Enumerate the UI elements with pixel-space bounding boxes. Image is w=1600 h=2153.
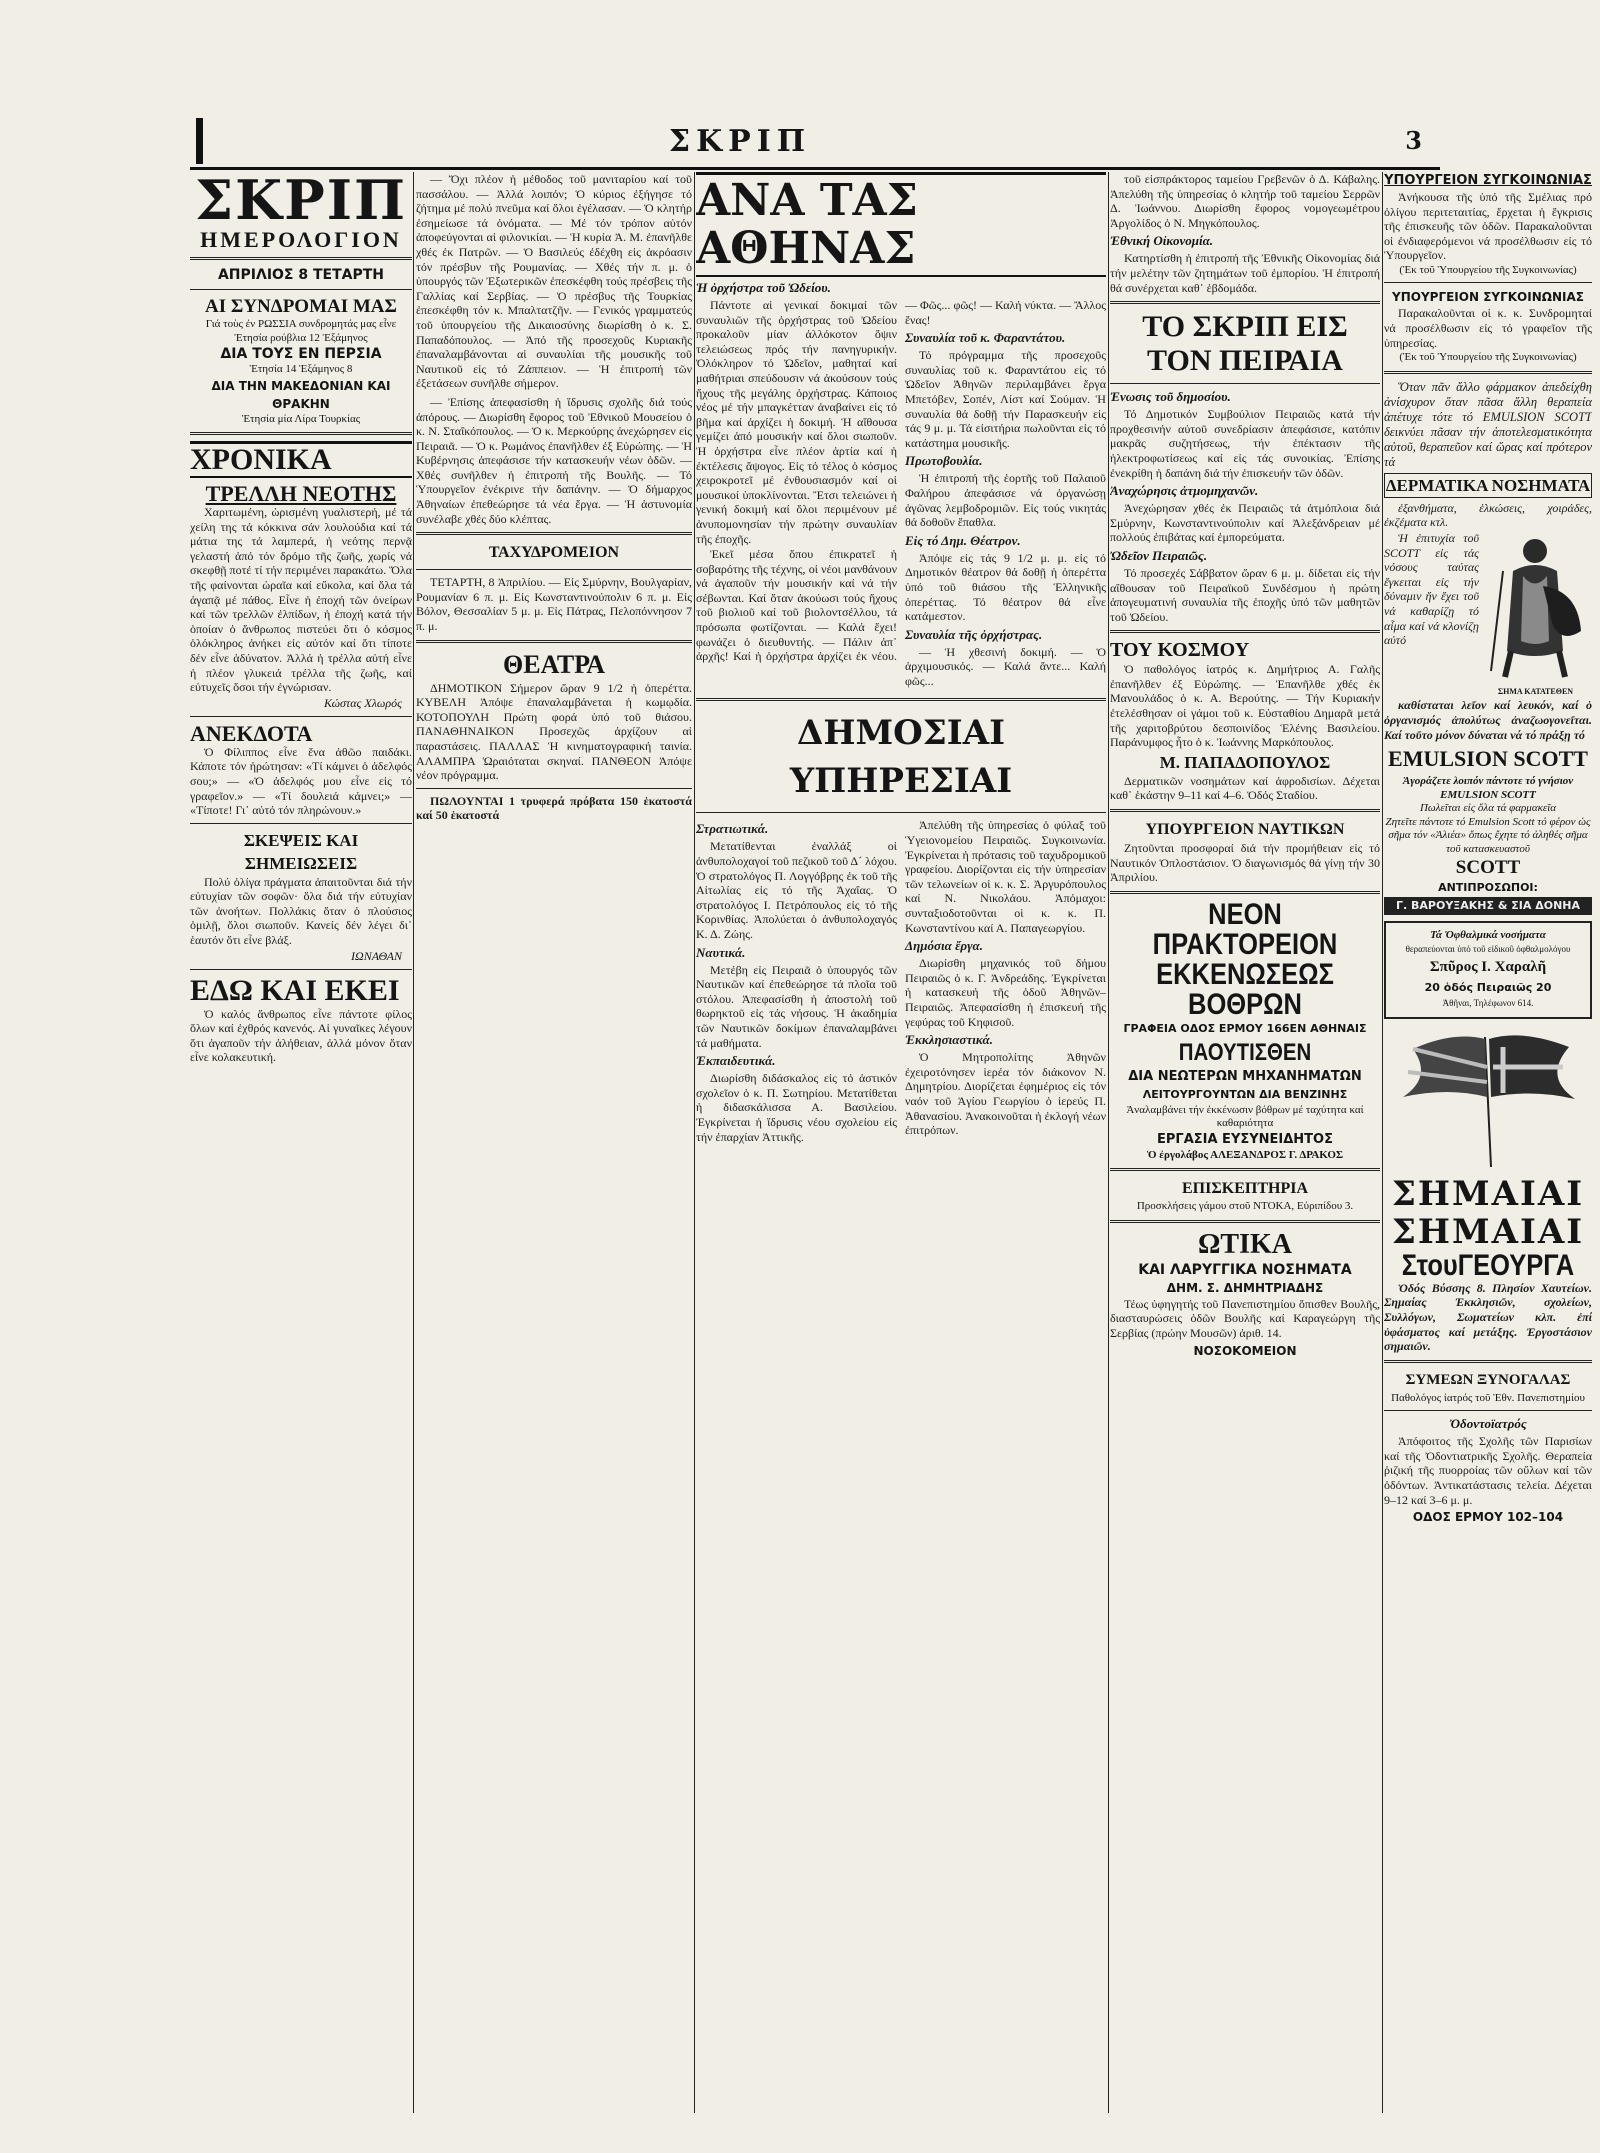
bothron-ad-line: Ἀναλαμβάνει τήν ἐκκένωσιν βόθρων μέ ταχύτητα καί καθαριότητα <box>1126 1103 1364 1130</box>
article-body: Στρατιωτικά. Μετατίθενται ἐναλλάξ οἱ ἀνθυπολοχαγοί τοῦ πεζικοῦ τοῦ Δ´ λόχου. Ὁ στρατολόγος Π. Λογγόβρης ἐκ τοῦ τῆς Αἰτωλίας εἰς τό τῆς Ἀχαΐας. Ὁ στρατολόγος Ι. Πετρόπουλος εἰς τό τῆς Κορινθίας. Ἀπολύεται ὁ ἀνθυπολοχαγός Κ. Δ. Ζώης. Ναυτικά. Μετέβη εἰς Πειραιᾶ ὁ ὑπουργός τῶν Ναυτικῶν καί ἐπεθεώρησε τά πλοῖα τοῦ στόλου. Ἀπεφασίσθη ἡ ἀποστολή τοῦ θωρηκτοῦ εἰς τάς νήσους. Ἡ ἀκαδημία τῶν Ναυτικῶν δοκίμων ἐπαναλαμβάνει τά μαθήματα. Ἐκπαιδευτικά. Διωρίσθη διδάσκαλος εἰς τό ἀστικόν σχολεῖον ὁ κ. Π. Σωτηρίου. Μετατίθεται ἡ διδασκάλισσα Α. Βασιλείου. Ἐγκρίνεται ἡ ἵδρυσις νέου σχολείου εἰς τήν ἐπαρχίαν Ἀττικῆς. Ἀπελύθη τῆς ὑπηρεσίας ὁ φύλαξ τοῦ Ὑγειονομείου Πειραιῶς. Συγκοινωνία. Ἐγκρίνεται ἡ πρότασις τοῦ ταχυδρομικοῦ γραφείου. Διορίζονται εἰς τήν ὑπηρεσίαν τῶν τελωνείων οἱ κ. κ. Σ. Ἀργυρόπουλος καί Ν. Νικολάου. Ἀπόμαχοι: συνταξιοδοτοῦνται οἱ κ. κ. Π. Κωνσταντίνου καί Α. Παπαγεωργίου. Δημόσια ἔργα. Διωρίσθη μηχανικός τοῦ δήμου Πειραιῶς ὁ κ. Γ. Ἀνδρεάδης. Ἐγκρίνεται ἡ κατασκευή τῆς ὁδοῦ Ἀθηνῶν–Πειραιῶς. Ἀπεφασίσθη ἡ ἐπισκευή τῆς γεφύρας τοῦ Κηφισοῦ. Ἐκκλησιαστικά. Ὁ Μητροπολίτης Ἀθηνῶν ἐχειροτόνησεν ἱερέα τόν διάκονον Ν. Δημητρίου. Διορίζεται ἐφημέριος εἰς τόν ναόν τοῦ Ἁγίου Γεωργίου ὁ ἱερεύς Π. Ἀθανασίου. Ἀνακοινοῦται ἡ ἐκλογή νέων ἐπιτρόπων. <box>696 818 1106 1144</box>
masthead-title: ΣΚΡΙΠ <box>195 172 407 232</box>
article-body: Κατηρτίσθη ἡ ἐπιτροπή τῆς Ἐθνικῆς Οἰκονομίας διά τήν μελέτην τῶν ζητημάτων τοῦ ἐμπορίου. Ἡ ἐπιτροπή θά συνέρχεται καθ᾿ ἑβδομάδα. <box>1110 251 1380 295</box>
rule <box>416 569 692 570</box>
column-divider <box>1108 172 1109 2113</box>
visit-text: Προσκλήσεις γάμου στοῦ ΝΤΟΚΑ, Εὐριπίδου 3. <box>1136 1200 1354 1213</box>
header-mark <box>196 118 203 164</box>
optician-ad-line: 20 ὁδός Πειραιῶς 20 <box>1424 981 1552 995</box>
rule <box>696 812 1106 813</box>
optician-ad-name: Σπῦρος Ι. Χαραλῆ <box>1429 959 1547 976</box>
rule <box>1110 630 1380 633</box>
rule <box>1384 371 1592 374</box>
article-body: Ὁ καλός ἄνθρωπος εἶνε πάντοτε φίλος ὅλων καί ἐχθρός κανενός. Αἱ γυναῖκες λέγουν ὅτι ἀγαποῦν τήν ἀλήθειαν, ἀλλά μόνον ὅταν εἶνε κολακευτική. <box>190 1006 412 1065</box>
article-body: Τό Δημοτικόν Συμβούλιον Πειραιῶς κατά τήν προχθεσινήν αὐτοῦ συνεδρίασιν ἀπεφάσισε, κατόπιν μακρᾶς συζητήσεως, τήν ἐπέκτασιν τῆς ἠλεκτροφωτίσεως καί εἰς τάς συνοικίας. Ἐπίσης ἐνεκρίθη ἡ δαπάνη διά τήν ἐπισκευήν τῶν ὁδῶν. <box>1110 407 1380 480</box>
scott-ad-brand: EMULSION SCOTT <box>1388 746 1588 772</box>
rule <box>190 716 412 717</box>
optician-ad <box>1384 921 1592 1019</box>
visit-heading: ΕΠΙΣΚΕΠΤΗΡΙΑ <box>1181 1180 1309 1198</box>
scott-ad-brand: SCOTT <box>1455 857 1521 879</box>
article-body: Πάντοτε αἱ γενικαί δοκιμαί τῶν συναυλιῶν τῆς ὀρχήστρας τοῦ Ὠδείου προκαλοῦν μίαν ἀλλόκοτον ὄψιν τελειώσεως πρός τήν πανηγυρικήν. Ὁλόκληρον τό Ὠδεῖον, μαθηταί καί μαθήτριαι σπεύδουσιν νά ἀκούσουν τούς ἤχους τῆς μεγάλης ὀρχήστρας. Κάποιος νέος μέ τήν μπαγκέτταν ἀναβαίνει εἰς τό βῆμα καί ἀρχίζει ἡ δοκιμή. Ἡ αἴθουσα γεμίζει ἀπό μουσικήν καί ὅλοι σιωποῦν. Ἡ ὀρχήστρα εἶνε πλέον ἀρτία καί ἡ ἐκτέλεσις ἄψογος. Εἰς τό τέλος ὁ κόσμος χειροκροτεῖ μέ ἐνθουσιασμόν καί οἱ μουσικοί ὑποκλίνονται. Ἔτσι τελειώνει ἡ γενική δοκιμή καί ὅλοι περιμένουν μέ ἀνυπομονησίαν τήν πρώτην συναυλίαν τῆς ἐποχῆς. Ἐκεῖ μέσα ὅπου ἐπικρατεῖ ἡ σοβαρότης τῆς τέχνης, οἱ νέοι μανθάνουν νά ἀγαποῦν τήν μουσικήν καί νά τήν σέβωνται. Καί ὅταν ἀκούωσι τούς ἤχους τοῦ βιολιοῦ καί τοῦ βιολοντσέλλου, τά πρόσωπα φωτίζονται. — Καλά ἔχει! φωνάζει ὁ διευθυντής. — Πάλιν ἀπ᾿ ἀρχῆς! Καί ἡ ὀρχήστρα ἀρχίζει ἐκ νέου. — Φῶς... φῶς! — Καλή νύκτα. — Ἄλλος ἕνας! Συναυλία τοῦ κ. Φαραντάτου. Τό πρόγραμμα τῆς προσεχοῦς συναυλίας τοῦ κ. Φαραντάτου εἰς τό Ὠδεῖον Ἀθηνῶν περιλαμβάνει ἔργα Μπετόβεν, Σοπέν, Λίστ καί Σούμαν. Ἡ συναυλία θά δοθῇ τήν Παρασκευήν εἰς τάς 9 μ. μ. Τά εἰσιτήρια πωλοῦνται εἰς τό κατάστημα μουσικῆς. Πρωτοβουλία. Ἡ ἐπιτροπή τῆς ἑορτῆς τοῦ Παλαιοῦ Φαλήρου ἀπεφάσισε νά ὀργανώσῃ ἀγῶνας λεμβοδρομιῶν. Εἰς τούς νικητάς θά δοθοῦν ἔπαθλα. Εἰς τό Δημ. Θέατρον. Ἀπόψε εἰς τάς 9 1/2 μ. μ. εἰς τό Δημοτικόν θέατρον θά δοθῇ ἡ ὀπερέττα ὑπό τοῦ θιάσου τῆς Ἑλληνικῆς ὀπερέττας. Τό θέατρον θά εἶνε κατάμεστον. Συναυλία τῆς ὀρχήστρας. — Ἡ χθεσινή δοκιμή. — Ὁ ἀρχιμουσικός. — Καλά ἄντε... Καλή φῶς... <box>696 298 1106 688</box>
scott-ad-figure <box>1483 531 1588 699</box>
athinai-heading: ΑΝΑ ΤΑΣ ΑΘΗΝΑΣ <box>696 172 1106 277</box>
column-3 <box>696 172 1106 2113</box>
bothron-ad-line: Ὁ ἐργολάβος ΑΛΕΞΑΝΔΡΟΣ Γ. ΔΡΑΚΟΣ <box>1146 1148 1344 1161</box>
fisherman-illustration-icon <box>1483 531 1588 681</box>
article-body: Παρακαλοῦνται οἱ κ. κ. Συνδρομηταί νά προσέλθωσιν εἰς τό γραφεῖον τῆς ὑπηρεσίας. <box>1384 306 1592 350</box>
article-subheading: Πρωτοβουλία. <box>905 453 983 469</box>
subscriptions-heading: ΑΙ ΣΥΝΔΡΟΜΑΙ ΜΑΣ <box>205 296 397 317</box>
subscriptions-line: Ἑτησία ρούβλια 12 Ἑξάμηνος <box>234 331 368 344</box>
flags-ad-shop: ΣτουΓΕΟΥΡΓΑ <box>1401 1248 1575 1282</box>
article-subheading: Εἰς τό Δημ. Θέατρον. <box>905 532 1021 548</box>
rule <box>190 289 412 290</box>
subscriptions-line: ΔΙΑ ΤΟΥΣ ΕΝ ΠΕΡΣΙΑ <box>220 346 382 362</box>
otika-text: Τέως ὑφηγητής τοῦ Πανεπιστημίου ὄπισθεν Βουλῆς, διασταυρώσεις ὁδῶν Βουλῆς καί Καραγεώργη τῆς Σερβίας (πρώην Μουσῶν) ἀριθ. 14. <box>1110 1296 1380 1340</box>
subscriptions-line: Ἑτησία μία Λίρα Τουρκίας <box>241 412 361 425</box>
article-body: Ἀνεχώρησαν χθές ἐκ Πειραιῶς τά ἀτμόπλοια διά Σμύρνην, Κωνσταντινούπολιν καί Ἀλεξάνδρειαν μέ πολλούς ἐπιβάτας καί ἐμπορεύματα. <box>1110 501 1380 545</box>
column-4 <box>1110 172 1380 2113</box>
subscriptions-line: Γιά τοὺς ἐν ΡΩΣΣΙΑ συνδρομητάς μας εἶνε <box>205 318 397 330</box>
dimosiai-heading: ΔΗΜΟΣΙΑΙ ΥΠΗΡΕΣΙΑΙ <box>789 713 1013 802</box>
flags-ad-heading: ΣΗΜΑΙΑΙ <box>1391 1211 1585 1252</box>
rule <box>416 788 692 789</box>
rule <box>1384 1410 1592 1411</box>
otika-subheading: ΚΑΙ ΛΑΡΥΓΓΙΚΑ ΝΟΣΗΜΑΤΑ <box>1138 1261 1352 1278</box>
ministry-heading: ΥΠΟΥΡΓΕΙΟΝ ΣΥΓΚΟΙΝΩΝΙΑΣ <box>1384 173 1592 188</box>
header-rule <box>190 167 1440 170</box>
article-body: τοῦ εἰσπράκτορος ταμείου Γρεβενῶν ὁ Δ. Κάβαλης. Ἀπελύθη τῆς ὑπηρεσίας ὁ κλητήρ τοῦ ταμείου Σερρῶν Δ. Ἰωάννου. Διωρίσθη ἔφορος νομογεωμέτρου Ἀργολίδος ὁ Ν. Μηγκόπουλος. <box>1110 172 1380 230</box>
rule <box>416 640 692 643</box>
date-line: ΑΠΡΙΛΙΟΣ 8 ΤΕΤΑΡΤΗ <box>217 267 385 283</box>
ministry-heading: ΥΠΟΥΡΓΕΙΟΝ ΣΥΓΚΟΙΝΩΝΙΑΣ <box>1392 290 1584 305</box>
skepseis-heading: ΣΚΕΨΕΙΣ ΚΑΙ ΣΗΜΕΙΩΣΕΙΣ <box>243 830 359 873</box>
rule <box>190 432 412 435</box>
scott-ad-text: Πωλεῖται εἰς ὅλα τά φαρμακεῖα <box>1419 802 1557 815</box>
scott-ad-text: ἐξανθήματα, ἑλκώσεις, χοιράδες, ἐκζέματα κτλ. <box>1384 500 1592 530</box>
column-divider <box>694 172 695 2113</box>
rule <box>1110 891 1380 894</box>
column-5 <box>1384 172 1592 2113</box>
article-body: — Ἐπίσης ἀπεφασίσθη ἡ ἵδρυσις σχολῆς διά τούς ἀπόρους. — Διωρίσθη ἔφορος τοῦ Ἐθνικοῦ Μουσείου ὁ κ. Ν. Σταΐκόπουλος. — Ὁ κ. Μερκούρης ἀνεχώρησεν εἰς Πειραιᾶ. — Ὁ κ. Ρωμάνος ἐπανῆλθεν ἐξ Εὐρώπης. — Ἡ Κυβέρνησις ἀπεφάσισε τήν κατασκευήν νέων ὁδῶν. — Χθές συνῆλθεν ἡ ἐπιτροπή τῆς Βουλῆς. — Τό Ὑπουργεῖον ἐνέκρινε τήν δαπάνην. — Ὁ δήμαρχος Ἀθηναίων ἐπεθεώρησε τά νέα ἔργα. — Ἡ ἀστυνομία συνέλαβε χθές δύο κλέπτας. <box>416 394 692 526</box>
dentist-ad-text: Ἀπόφοιτος τῆς Σχολῆς τῶν Παρισίων καί τῆς Ὀδοντιατρικῆς Σχολῆς. Θεραπεία ῥιζική τῆς πυορροίας τῶν οὔλων καί τῶν ὀδόντων. Ἀντικατάστασις τελεία. Δέχεται 9–12 καί 3–6 μ. μ. <box>1384 1434 1592 1507</box>
dentist-ad-heading: Ὀδοντοϊατρός <box>1449 1416 1527 1432</box>
subscriptions-line: Ἑτησία 14 Ἑξάμηνος 8 <box>249 363 353 375</box>
article-body: ΔΗΜΟΤΙΚΟΝ Σήμερον ὥραν 9 1/2 ἡ ὀπερέττα. ΚΥΒΕΛΗ Ἀπόψε ἐπαναλαμβάνεται ἡ κωμῳδία. ΚΟΤΟΠΟΥΛΗ Πρώτη φορά ὑπό τοῦ θιάσου. ΠΑΝΑΘΗΝΑΙΚΟΝ Προσεχῶς ἀρχίζουν αἱ παραστάσεις. ΠΑΛΛΑΣ Ἡ κινηματογραφική ταινία. ΑΛΑΜΠΡΑ Ὡραιόταται σκηναί. ΠΑΝΘΕΟΝ Ἀπόψε νέον πρόγραμμα. <box>416 680 692 783</box>
scott-ad-text: καθίσταται λεῖον καί λευκόν, καί ὁ ὀργανισμός ἀπολύτως ἀναζωογονεῖται. Καί τοῦτο μόνον δύναται νά τό πράξῃ τό <box>1384 698 1592 742</box>
article-body: Ὁ Φίλιππος εἶνε ἕνα ἀθῶο παιδάκι. Κάποτε τόν ἠρώτησαν: «Τί κάμνει ὁ ἀδελφός σου;» — «Ὁ ἀδελφός μου εἶνε εἰς τό γραφεῖον.» — «Τί δουλειά κάμνει;» — «Τίποτε! Γι᾿ αὐτό τόν πληρώνουν.» <box>190 744 412 818</box>
bothron-ad-line: ΕΚΚΕΝΩΣΕΩΣ ΒΟΘΡΩΝ <box>1156 957 1334 1021</box>
scott-ad-agents: Γ. ΒΑΡΟΥΞΑΚΗΣ & ΣΙΑ ΔΟΝΗΑ <box>1384 897 1592 915</box>
column-1 <box>190 172 412 2113</box>
theatra-heading: ΘΕΑΤΡΑ <box>503 649 605 679</box>
flags-illustration-icon <box>1393 1027 1583 1167</box>
subscriptions-line: ΔΙΑ ΤΗΝ ΜΑΚΕΔΟΝΙΑΝ ΚΑΙ ΘΡΑΚΗΝ <box>211 378 391 411</box>
scott-ad-text: Ἀγοράζετε λοιπόν πάντοτε τό γνήσιον EMULSION SCOTT <box>1402 775 1574 801</box>
doctor-ad-text: Παθολόγος ἰατρός τοῦ Ἐθν. Πανεπιστημίου <box>1391 1391 1585 1404</box>
article-body: Χαριτωμένη, ὡρισμένη γυαλιστερή, μέ τά χείλη της τά κόκκινα σάν λουλούδια καί τά μάτια της τά λαμπερά, ἡ νεότης περνᾷ γελαστή ἀπό τόν δρόμο τῆς ζωῆς, χωρίς νά σκεφθῇ ποτέ τί τήν περιμένει παρακάτω. Ὅλα τῆς φαίνονται ὡραῖα καί εὔκολα, καί ὅλα τά ἀγαπᾷ μέ πάθος. Εἶνε ἡ ἐποχή τῶν ὀνείρων καί τῶν τρελλῶν ἐλπίδων, ἡ ἐποχή κατά τήν ὁποίαν ὁ ἄνθρωπος πιστεύει ὅτι ὁ κόσμος ὁλόκληρος ἀνήκει εἰς αὐτόν καί ὅτι τίποτε δέν εἶνε ἀδύνατον. Ἀλλά ἡ τρέλλα αὐτή εἶνε ἡ πλέον γλυκειά τρέλλα τῆς ζωῆς, καί εὐτυχεῖς ὅσοι τήν ἐγνώρισαν. <box>190 505 412 695</box>
article-body: ΤΕΤΑΡΤΗ, 8 Ἀπριλίου. — Εἰς Σμύρνην, Βουλγαρίαν, Ρουμανίαν 6 π. μ. Εἰς Κωνσταντινούπολιν 6 π. μ. Εἰς Βόλον, Θεσσαλίαν 5 μ. μ. Εἰς Πάτρας, Πελοπόννησον 7 π. μ. <box>416 575 692 634</box>
article-signature: Κώστας Χλωρός <box>323 695 402 710</box>
bothron-ad-line: ΠΑΟΥΤΙΣΘΕΝ <box>1178 1038 1312 1066</box>
article-subheading: Ὠδεῖον Πειραιῶς. <box>1110 547 1208 563</box>
bothron-ad-line: ΛΕΙΤΟΥΡΓΟΥΝΤΩΝ ΔΙΑ ΒΕΝΖΙΝΗΣ <box>1142 1087 1348 1101</box>
article-subheading: Συναυλία τῆς ὀρχήστρας. <box>905 626 1043 642</box>
scott-ad-text: Ζητεῖτε πάντοτε τό Emulsion Scott τό φέρον ὡς σῆμα τόν «Ἁλιέα» ὅπως ἔχητε τό ἀληθές σῆμα τοῦ κατασκευαστοῦ <box>1385 815 1591 855</box>
anekdota-heading: ΑΝΕΚΔΟΤΑ <box>190 720 313 746</box>
header-title: ΣΚΡΙΠ <box>668 124 812 159</box>
flags-ad-text: Ὁδός Βύσσης 8. Πλησίον Χαυτείων. Σημαίας Ἐκκλησιῶν, σχολείων, Συλλόγων, Σωματείων κλπ. ἐπί ὑφάσματος καί μετάξης. Ἐργοστάσιον σημαιῶν. <box>1384 1280 1592 1354</box>
classified-ad: ΠΩΛΟΥΝΤΑΙ 1 τρυφερά πρόβατα 150 ἑκατοστά καί 50 ἑκατοστά <box>416 793 692 823</box>
article-subheading: Ἀναχώρησις ἀτμομηχανῶν. <box>1110 483 1259 499</box>
naftikon-heading: ΥΠΟΥΡΓΕΙΟΝ ΝΑΥΤΙΚΩΝ <box>1145 821 1345 839</box>
rule <box>190 969 412 970</box>
otika-heading: ΩΤΙΚΑ <box>1198 1228 1292 1260</box>
article-subheading: Στρατιωτικά. <box>696 821 769 837</box>
scott-ad-text: Ὅταν πᾶν ἄλλο φάρμακον ἀπεδείχθη ἀνίσχυρον ὅταν πᾶσα ἄλλη θεραπεία ἀπέτυχε τότε τό EMULSION SCOTT δεικνύει πᾶσαν τήν ἀποτελεσματικότητα αὐτοῦ, θεραπεῦον καί ὥρας καί πρότερον τά <box>1384 379 1592 469</box>
article-subheading: Ναυτικά. <box>696 944 746 960</box>
page-header <box>0 118 1600 168</box>
rule <box>416 532 692 535</box>
optician-ad-line: Τά Ὀφθαλμικά νοσήματα <box>1430 929 1546 942</box>
trademark-label: ΣΗΜΑ ΚΑΤΑΤΕΘΕΝ <box>1497 686 1574 696</box>
column-divider <box>413 172 414 2113</box>
rule <box>1110 383 1380 384</box>
article-subheading: Ἡ ὀρχήστρα τοῦ Ὠδείου. <box>696 280 831 295</box>
rule <box>1384 282 1592 283</box>
otika-footer: ΝΟΣΟΚΟΜΕΙΟΝ <box>1193 1343 1297 1358</box>
article-body: Ὁ παθολόγος ἰατρός κ. Δημήτριος Α. Γαλῆς ἐπανῆλθεν ἐξ Εὐρώπης. — Ἐπανῆλθε χθές ἐκ Μανουλάδος ὁ κ. Α. Βερούτης. — Τήν Κυριακήν ἐτελέσθησαν οἱ γάμοι τοῦ κ. Εὐσταθίου Δημαρᾶ μετά τῆς χαριτοβρύτου δεσποινίδος Ἑλένης Βασιλείου. Παράνυμφος ἦτο ὁ κ. Ἰωάννης Μαρκόπουλος. <box>1110 662 1380 750</box>
bothron-ad-line: ΓΡΑΦΕΙΑ ΟΔΟΣ ΕΡΜΟΥ 166ΕΝ ΑΘΗΝΑΙΣ <box>1123 1021 1367 1035</box>
article-body: Ἀνήκουσα τῆς ὑπό τῆς Σμέλιας πρό ὀλίγου περιτεταιτίας, ἔρχεται ἡ ἔγκρισις τῆς ἐπισκευῆς τῶν ὁδῶν. Παρακαλοῦνται οἱ ἐνδιαφερόμενοι νά προσέλθωσιν εἰς τό Ὑπουργεῖον. <box>1384 190 1592 263</box>
doctor-ad-name: Μ. ΠΑΠΑΔΟΠΟΥΛΟΣ <box>1159 752 1331 772</box>
taxydromeion-heading: ΤΑΧΥΔΡΟΜΕΙΟΝ <box>488 544 620 562</box>
kosmou-heading: ΤΟΥ ΚΟΣΜΟΥ <box>1110 639 1250 662</box>
article-signature: (Ἐκ τοῦ Ὑπουργείου τῆς Συγκοινωνίας) <box>1399 263 1577 276</box>
page-number: 3 <box>1405 126 1422 155</box>
bothron-ad-line: ΝΕΟΝ ΠΡΑΚΤΟΡΕΙΟΝ <box>1152 897 1338 961</box>
article-body: Ζητοῦνται προσφοραί διά τήν προμήθειαν εἰς τό Ναυτικόν Ὁπλοστάσιον. Ὁ διαγωνισμός θά γίνῃ τήν 30 Ἀπριλίου. <box>1110 841 1380 885</box>
column-2 <box>416 172 692 2113</box>
optician-ad-line: θεραπεύονται ὑπό τοῦ εἰδικοῦ ὀφθαλμολόγου <box>1405 943 1571 954</box>
rule <box>1110 1220 1380 1223</box>
otika-doctor: ΔΗΜ. Σ. ΔΗΜΗΤΡΙΑΔΗΣ <box>1166 1280 1324 1295</box>
doctor-ad-name: ΣΥΜΕΩΝ ΞΥΝΟΓΑΛΑΣ <box>1405 1371 1571 1388</box>
article-subheading: Ἐθνική Οἰκονομία. <box>1110 233 1214 249</box>
rule <box>1384 1360 1592 1363</box>
flags-ad-heading: ΣΗΜΑΙΑΙ <box>1391 1173 1585 1214</box>
optician-ad-line: Ἀθῆναι, Τηλέφωνον 614. <box>1442 998 1534 1009</box>
dentist-ad-address: ΟΔΟΣ ΕΡΜΟΥ 102–104 <box>1412 1510 1564 1525</box>
calendar-heading: ΗΜΕΡΟΛΟΓΙΟΝ <box>200 227 402 252</box>
scott-ad-row <box>1384 531 1592 699</box>
rule <box>1110 809 1380 812</box>
scott-ad-agents-label: ΑΝΤΙΠΡΟΣΩΠΟΙ: <box>1438 881 1538 895</box>
rule <box>1110 1168 1380 1171</box>
doctor-ad-text: Δερματικῶν νοσημάτων καί ἀφροδισίων. Δέχεται καθ᾿ ἑκάστην 9–11 καί 4–6. Ὁδός Σταδίου. <box>1110 773 1380 803</box>
rule <box>696 698 1106 701</box>
column-divider <box>1382 172 1383 2113</box>
article-body: Πολύ ὀλίγα πράγματα ἀπαιτοῦνται διά τήν εὐτυχίαν τῶν σοφῶν· ὅλα διά τήν εὐτυχίαν τῶν ἀνοήτων. Πολλάκις ὅταν ὁ πλούσιος ὁμιλῇ, ὅλοι σιωποῦν. Κανείς δέν λέγει δι᾿ ἑαυτόν ὅτι εἶνε βλάξ. <box>190 874 412 948</box>
article-subheading: Ἐκκλησιαστικά. <box>905 1032 993 1048</box>
edo-heading: ΕΔΩ ΚΑΙ ΕΚΕΙ <box>190 973 400 1007</box>
bothron-ad-line: ΔΙΑ ΝΕΩΤΕΡΩΝ ΜΗΧΑΝΗΜΑΤΩΝ <box>1128 1068 1362 1084</box>
article-signature: (Ἐκ τοῦ Ὑπουργείου τῆς Συγκοινωνίας) <box>1399 351 1577 364</box>
chronika-subheading: ΤΡΕΛΛΗ ΝΕΟΤΗΣ <box>205 481 397 506</box>
article-signature: ΙΩΝΑΘΑΝ <box>351 948 402 963</box>
article-subheading: Ἐνωσις τοῦ δημοσίου. <box>1110 389 1231 405</box>
rule <box>190 257 412 260</box>
article-body: — Ὄχι πλέον ἡ μέθοδος τοῦ μανιταρίου καί τοῦ πασσάλου. — Ἀλλά λοιπόν; Ὁ κύριος ἐξήγησε τό ζήτημα μέ πολύ πνεῦμα καί ὅλοι ἐγέλασαν. — Ὁ κλητήρ ἐσημείωσε τά ὀνόματα. — Μέ τόν τρόπον αὐτόν ἀποφεύγονται αἱ φιλονικίαι. — Ἡ κυρία Ἀ. Μ. ἐπανῆλθε χθές ἐκ Πατρῶν. — Ὁ Βασιλεύς ἐδέχθη εἰς ἀκρόασιν τόν πρέσβυν τῆς Ρουμανίας. — Χθές τήν π. μ. ὁ ὑπουργός τῶν Ἐξωτερικῶν ἐπεσκέφθη τούς πρέσβεις τῆς Γαλλίας καί Σερβίας. — Ὁ πρέσβυς τῆς Τουρκίας ἐπεσκέφθη τόν κ. Μπαλτατζῆν. — Γενικός γραμματεύς τοῦ ὑπουργείου τῆς Δικαιοσύνης διωρίσθη ὁ κ. Σ. Παπαδόπουλος. — Ἀπό τῆς προσεχοῦς Κυριακῆς ἐπαναλαμβάνονται αἱ συναυλίαι τῆς μουσικῆς τοῦ Ναυτικοῦ εἰς τό Ζάππειον. — Ἡ ἐπιτροπή τῶν ἐξετάσεων συνῆλθε σήμερον. <box>416 172 692 391</box>
rule <box>190 823 412 824</box>
scott-ad-text: Ἡ ἐπιτυχία τοῦ SCOTT εἰς τάς νόσους ταύτας ἔγκειται εἰς τήν δύναμιν ἥν ἔχει τοῦ νά καθαρίζῃ τό αἷμα καί νά κλονίζῃ αὐτό <box>1384 530 1479 648</box>
article-subheading: Ἐκπαιδευτικά. <box>696 1053 776 1069</box>
scott-ad-heading: ΔΕΡΜΑΤΙΚΑ ΝΟΣΗΜΑΤΑ <box>1384 473 1592 498</box>
bothron-ad-line: ΕΡΓΑΣΙΑ ΕΥΣΥΝΕΙΔΗΤΟΣ <box>1157 1131 1333 1147</box>
article-subheading: Συναυλία τοῦ κ. Φαραντάτου. <box>905 330 1066 346</box>
article-subheading: Δημόσια ἔργα. <box>905 938 983 954</box>
piraia-heading: ΤΟ ΣΚΡΙΠ ΕΙΣ ΤΟΝ ΠΕΙΡΑΙΑ <box>1142 310 1348 378</box>
chronika-heading: ΧΡΟΝΙΚΑ <box>190 441 412 478</box>
article-body: Τό προσεχές Σάββατον ὥραν 6 μ. μ. δίδεται εἰς τήν αἴθουσαν τοῦ Πειραϊκοῦ Συνδέσμου ἡ πρώτη ἀπογευματινή συναυλία τῆς ἐποχῆς ὑπό τῶν μαθητῶν τοῦ Ὠδείου. <box>1110 565 1380 624</box>
rule <box>1110 301 1380 304</box>
